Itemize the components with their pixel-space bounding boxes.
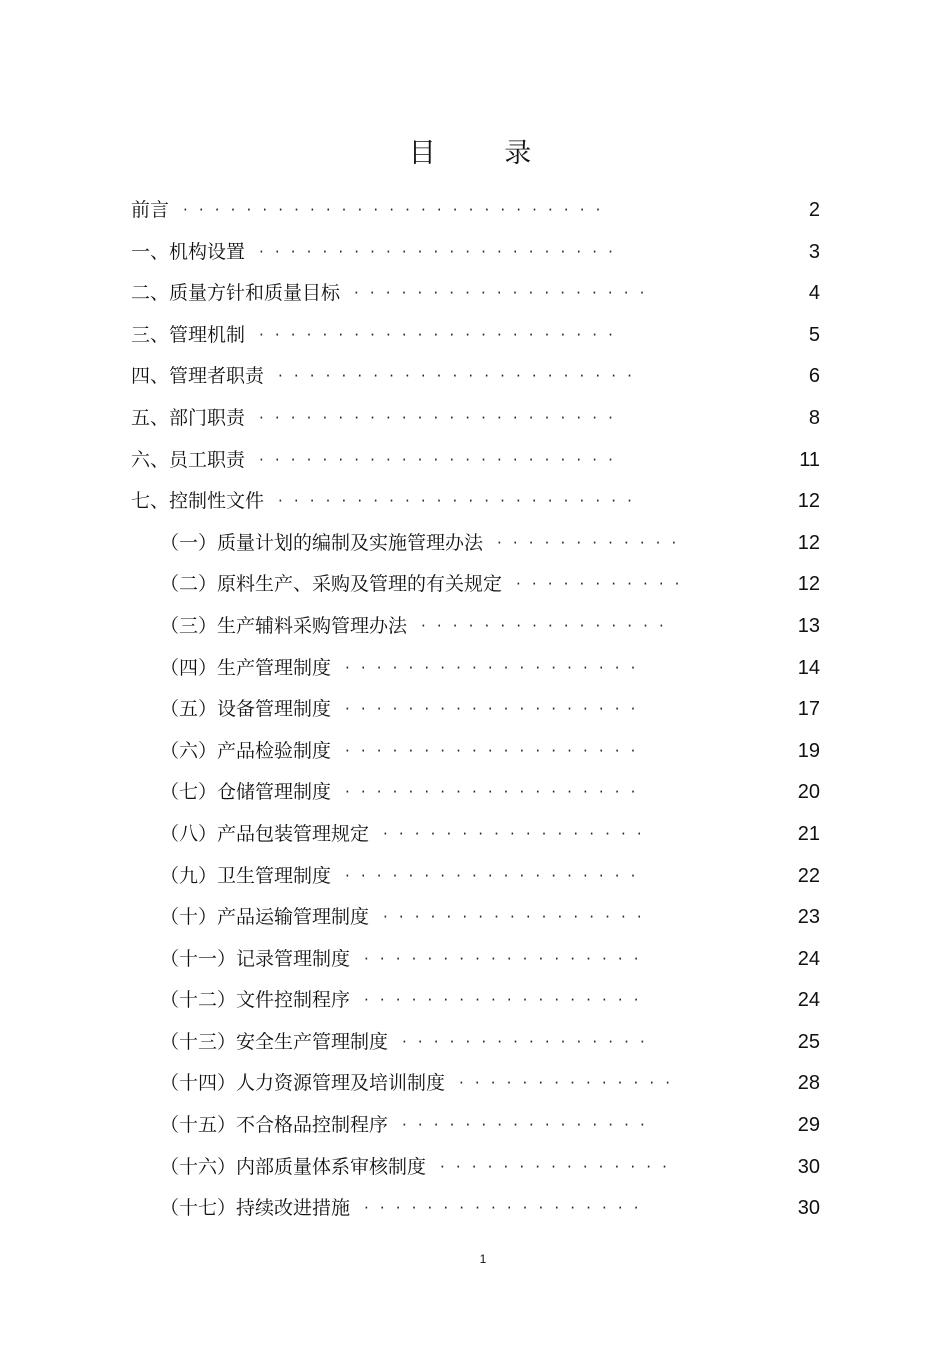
toc-entry-label: （五）设备管理制度: [160, 698, 332, 721]
toc-dot-leader: ···················: [345, 700, 647, 719]
toc-dot-leader: ··············: [459, 1074, 682, 1093]
toc-dot-leader: ·······················: [278, 492, 643, 511]
toc-entry-page: 29: [797, 1114, 820, 1137]
toc-dot-leader: ··················: [364, 1199, 650, 1218]
toc-entry[interactable]: [0, 980, 950, 1022]
toc-dot-leader: ············: [497, 533, 688, 552]
toc-entry-page: 5: [808, 323, 820, 346]
toc-entry[interactable]: [0, 481, 950, 523]
toc-entry-page: 17: [797, 698, 820, 721]
toc-dot-leader: ·······················: [278, 367, 643, 386]
toc-entry-label: （八）产品包装管理规定: [160, 822, 370, 845]
toc-entry[interactable]: [0, 398, 950, 440]
toc-entry[interactable]: [0, 856, 950, 898]
toc-entry-label: （二）原料生产、采购及管理的有关规定: [160, 573, 503, 596]
toc-entry-page: 21: [797, 822, 820, 845]
toc-entry-page: 24: [797, 947, 820, 970]
toc-entry-page: 3: [808, 240, 820, 263]
toc-dot-leader: ···························: [183, 201, 612, 219]
toc-entry[interactable]: [0, 564, 950, 606]
toc-dot-leader: ···········: [516, 575, 691, 594]
toc-entry[interactable]: [0, 606, 950, 648]
table-of-contents: [0, 190, 950, 1230]
toc-entry[interactable]: [0, 939, 950, 981]
toc-entry-page: 30: [797, 1155, 820, 1178]
toc-entry-page: 12: [797, 490, 820, 513]
toc-entry[interactable]: [0, 315, 950, 357]
toc-entry-label: 三、管理机制: [131, 323, 246, 346]
toc-dot-leader: ·················: [383, 824, 653, 843]
toc-entry[interactable]: [0, 1147, 950, 1189]
toc-dot-leader: ···················: [345, 741, 647, 760]
toc-entry-label: 六、员工职责: [131, 448, 246, 471]
toc-dot-leader: ···················: [345, 658, 647, 677]
toc-dot-leader: ··················: [364, 949, 650, 968]
toc-entry[interactable]: [0, 1105, 950, 1147]
toc-entry-page: 23: [797, 906, 820, 929]
toc-entry[interactable]: [0, 1188, 950, 1230]
toc-entry[interactable]: [0, 356, 950, 398]
toc-entry[interactable]: [0, 1022, 950, 1064]
toc-entry-label: （四）生产管理制度: [160, 656, 332, 679]
toc-entry-label: （十五）不合格品控制程序: [160, 1114, 389, 1137]
toc-dot-leader: ···················: [345, 783, 647, 802]
toc-entry-label: 五、部门职责: [131, 406, 246, 429]
toc-entry-page: 20: [797, 781, 820, 804]
toc-entry[interactable]: [0, 897, 950, 939]
toc-entry-page: 6: [808, 365, 820, 388]
toc-entry-page: 4: [808, 282, 820, 305]
toc-entry-page: 28: [797, 1072, 820, 1095]
toc-entry-label: （十）产品运输管理制度: [160, 906, 370, 929]
toc-entry-label: （九）卫生管理制度: [160, 864, 332, 887]
toc-entry[interactable]: [0, 772, 950, 814]
toc-entry-label: （十六）内部质量体系审核制度: [160, 1155, 427, 1178]
toc-entry-page: 24: [797, 989, 820, 1012]
page-title: 目 录: [408, 138, 562, 169]
toc-entry-page: 11: [799, 448, 820, 471]
toc-dot-leader: ················: [402, 1032, 656, 1051]
toc-entry-label: 四、管理者职责: [131, 365, 265, 388]
toc-dot-leader: ················: [421, 616, 675, 635]
toc-entry-label: 前言: [131, 199, 170, 221]
toc-dot-leader: ·······················: [259, 325, 624, 344]
toc-entry-page: 8: [808, 406, 820, 429]
toc-entry[interactable]: [0, 731, 950, 773]
toc-entry-label: 一、机构设置: [131, 240, 246, 263]
toc-dot-leader: ···············: [440, 1157, 679, 1176]
page-number: 1: [479, 1252, 487, 1266]
toc-entry-label: （六）产品检验制度: [160, 739, 332, 762]
toc-entry[interactable]: [0, 1063, 950, 1105]
toc-entry-page: 14: [797, 656, 820, 679]
toc-entry[interactable]: [0, 440, 950, 482]
toc-entry[interactable]: [0, 648, 950, 690]
toc-dot-leader: ···················: [354, 284, 656, 303]
toc-entry-page: 2: [808, 199, 820, 221]
toc-entry-label: 七、控制性文件: [131, 490, 265, 513]
toc-entry[interactable]: [0, 232, 950, 274]
toc-entry-page: 19: [797, 739, 820, 762]
toc-entry-label: （三）生产辅料采购管理办法: [160, 614, 408, 637]
toc-dot-leader: ················: [402, 1116, 656, 1135]
toc-dot-leader: ·······················: [259, 408, 624, 427]
toc-entry[interactable]: [0, 814, 950, 856]
toc-entry-label: （七）仓储管理制度: [160, 781, 332, 804]
toc-dot-leader: ·······················: [259, 450, 624, 469]
toc-entry-label: （十四）人力资源管理及培训制度: [160, 1072, 446, 1095]
toc-entry-page: 22: [797, 864, 820, 887]
toc-dot-leader: ·······················: [259, 242, 624, 261]
toc-entry[interactable]: [0, 689, 950, 731]
toc-entry-label: （十七）持续改进措施: [160, 1197, 351, 1220]
toc-dot-leader: ···················: [345, 866, 647, 885]
toc-entry-page: 30: [797, 1197, 820, 1220]
toc-entry-label: （十三）安全生产管理制度: [160, 1030, 389, 1053]
toc-entry-page: 12: [797, 531, 820, 554]
toc-entry-label: （十二）文件控制程序: [160, 989, 351, 1012]
toc-entry-page: 13: [797, 614, 820, 637]
toc-entry-label: （十一）记录管理制度: [160, 947, 351, 970]
toc-entry[interactable]: [0, 273, 950, 315]
toc-entry-page: 25: [797, 1030, 820, 1053]
toc-entry-label: 二、质量方针和质量目标: [131, 282, 341, 305]
toc-dot-leader: ··················: [364, 991, 650, 1010]
toc-entry[interactable]: [0, 190, 950, 232]
toc-dot-leader: ·················: [383, 908, 653, 927]
toc-entry[interactable]: [0, 523, 950, 565]
toc-entry-label: （一）质量计划的编制及实施管理办法: [160, 531, 484, 554]
toc-entry-page: 12: [797, 573, 820, 596]
